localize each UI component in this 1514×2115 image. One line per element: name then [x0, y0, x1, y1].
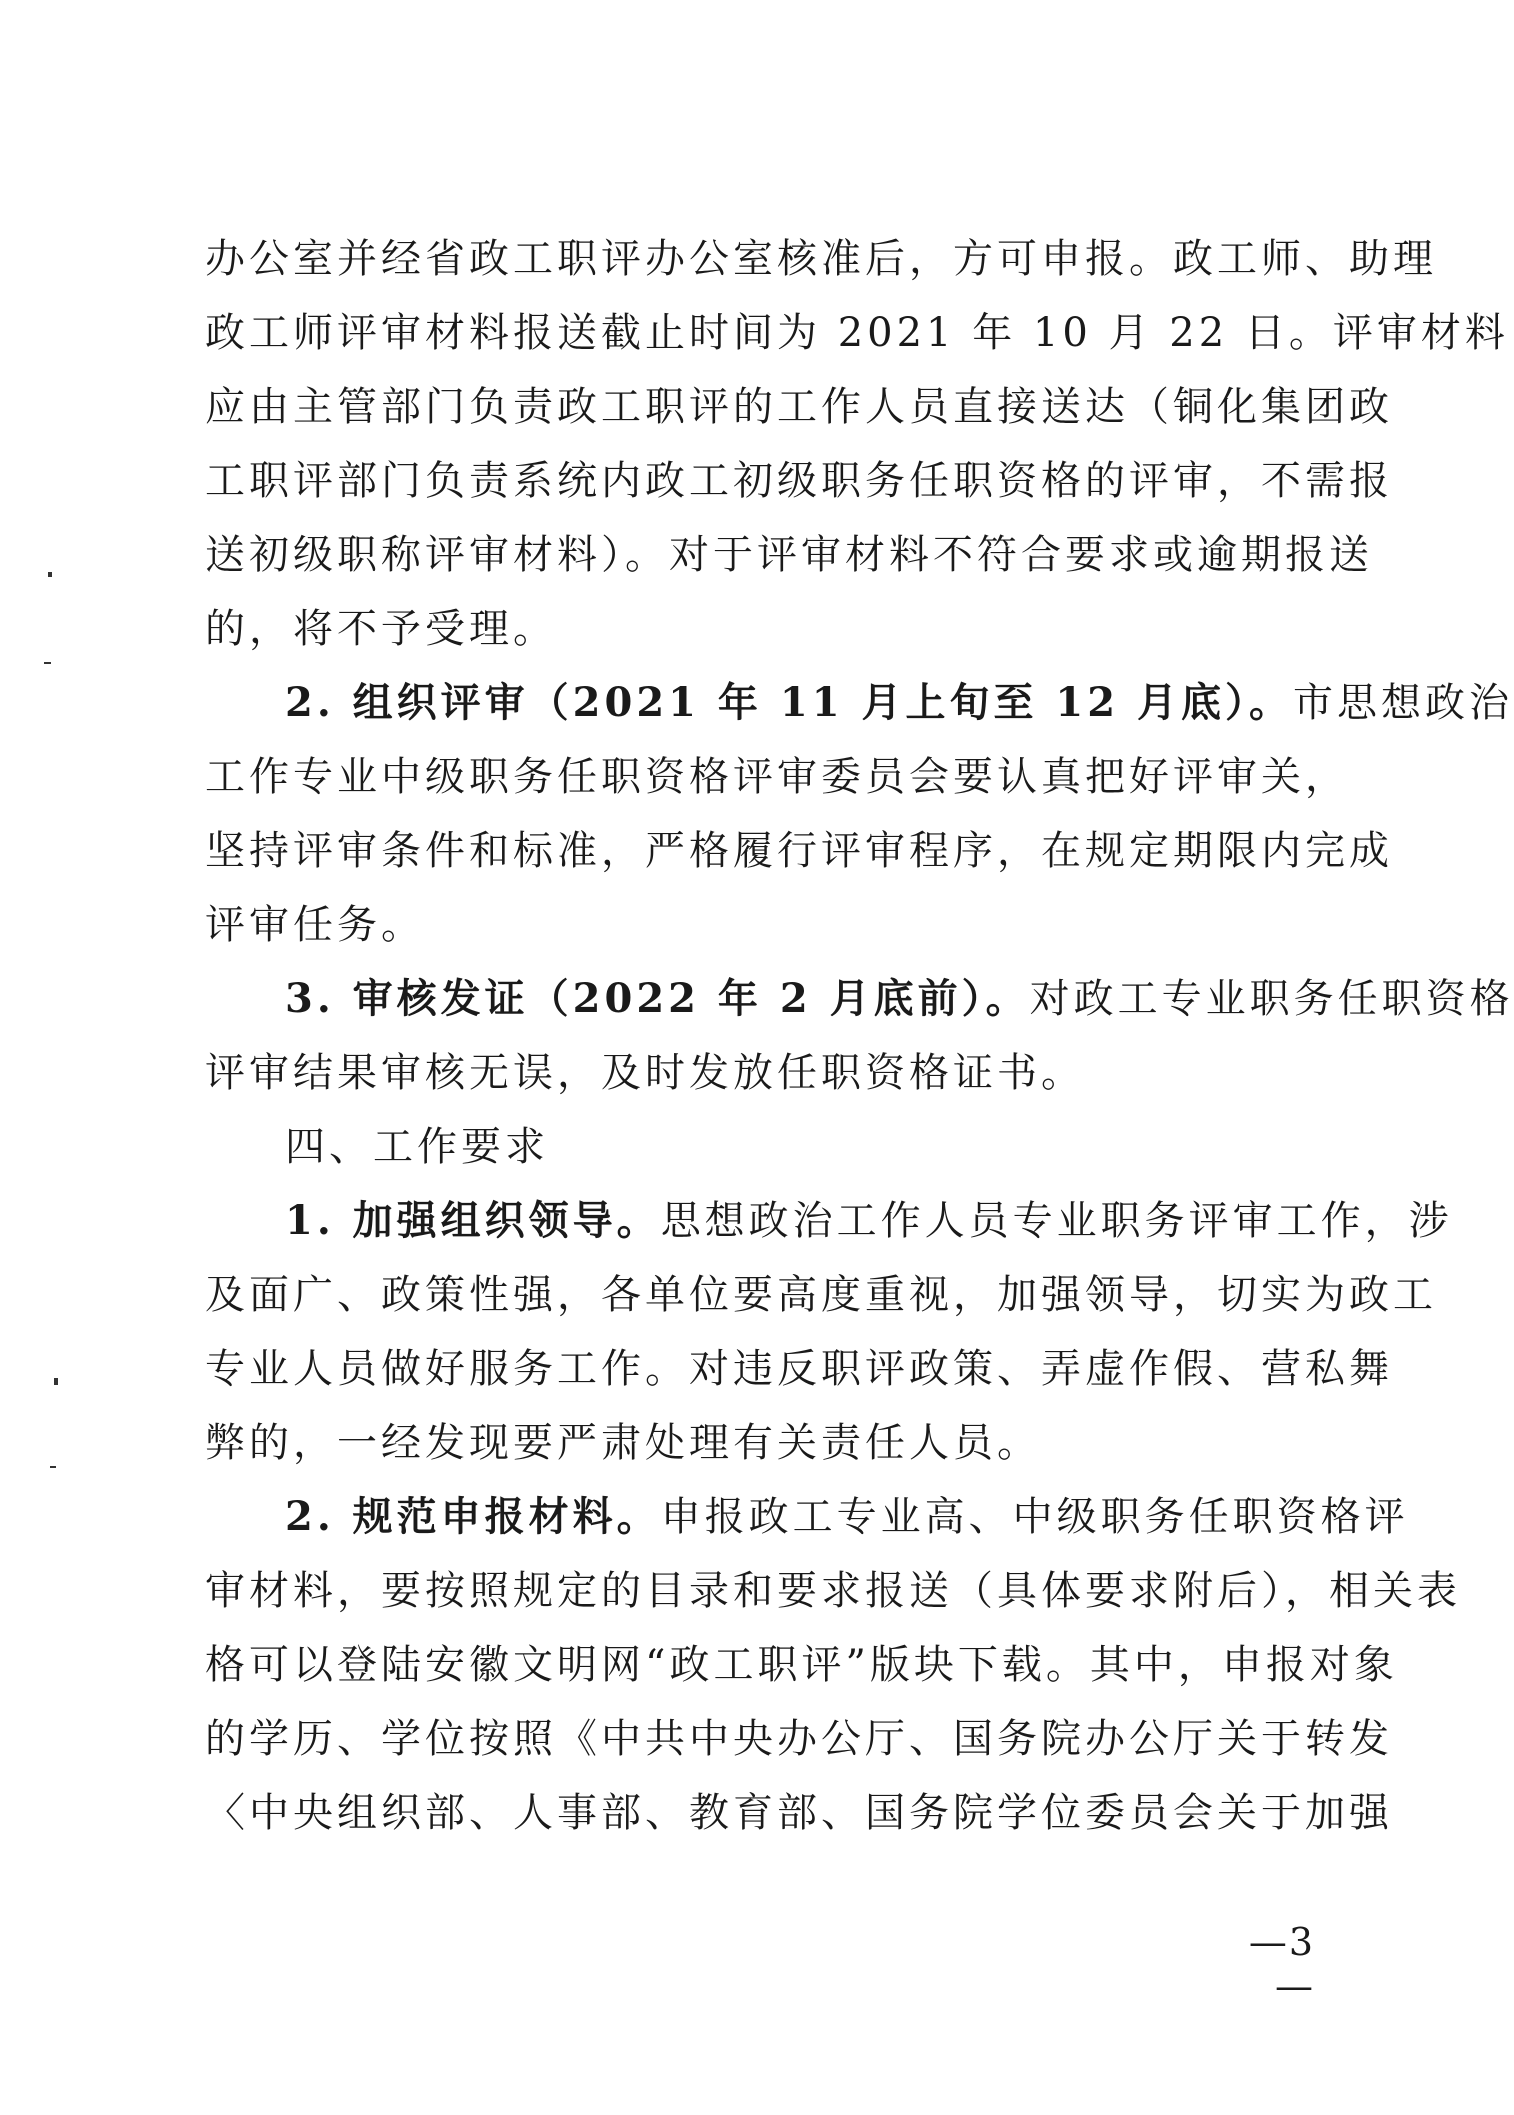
text-line: 评审任务。 [205, 902, 425, 948]
paragraph-heading: 3. 审核发证（2022 年 2 月底前）。 [285, 975, 1030, 1022]
text-line: 及面广、政策性强，各单位要高度重视，加强领导，切实为政工 [205, 1272, 1437, 1318]
text-line: 送初级职称评审材料）。对于评审材料不符合要求或逾期报送 [205, 532, 1373, 578]
page-number: —3— [1248, 1920, 1315, 2008]
paragraph-leadership [205, 1184, 1453, 1258]
text-line: 审材料，要按照规定的目录和要求报送（具体要求附后），相关表 [205, 1568, 1461, 1614]
paragraph-certification [205, 962, 1514, 1036]
text-line: 工职评部门负责系统内政工初级职务任职资格的评审，不需报 [205, 458, 1393, 504]
paragraph-text: 市思想政治 [1292, 680, 1513, 726]
text-line: 政工师评审材料报送截止时间为 2021 年 10 月 22 日。评审材料 [205, 310, 1509, 356]
text-line: 专业人员做好服务工作。对违反职评政策、弄虚作假、营私舞 [205, 1346, 1393, 1392]
paragraph-materials [205, 1480, 1409, 1554]
text-line: 的学历、学位按照《中共中央办公厅、国务院办公厅关于转发 [205, 1716, 1393, 1762]
paragraph-organize-review [205, 666, 1513, 740]
scan-speck [50, 1466, 56, 1468]
scan-speck [54, 1378, 58, 1385]
text-line: 评审结果审核无误，及时发放任职资格证书。 [205, 1050, 1085, 1096]
scan-speck [44, 662, 51, 664]
paragraph-text: 对政工专业职务任职资格 [1029, 976, 1514, 1022]
text-line: 的，将不予受理。 [205, 606, 557, 652]
paragraph-heading: 2. 规范申报材料。 [285, 1493, 661, 1540]
paragraph-text: 思想政治工作人员专业职务评审工作，涉 [660, 1198, 1453, 1244]
section-heading: 四、工作要求 [285, 1124, 549, 1170]
text-line: 〈中央组织部、人事部、教育部、国务院学位委员会关于加强 [205, 1790, 1393, 1836]
paragraph-heading: 1. 加强组织领导。 [285, 1197, 661, 1244]
scan-speck [48, 572, 52, 577]
text-line: 格可以登陆安徽文明网“政工职评”版块下载。其中，申报对象 [205, 1642, 1398, 1688]
text-line: 坚持评审条件和标准，严格履行评审程序，在规定期限内完成 [205, 828, 1393, 874]
text-line: 办公室并经省政工职评办公室核准后，方可申报。政工师、助理 [205, 236, 1437, 282]
paragraph-heading: 2. 组织评审（2021 年 11 月上旬至 12 月底）。 [285, 679, 1293, 726]
paragraph-text: 申报政工专业高、中级职务任职资格评 [660, 1494, 1409, 1540]
text-line: 弊的，一经发现要严肃处理有关责任人员。 [205, 1420, 1041, 1466]
text-line: 应由主管部门负责政工职评的工作人员直接送达（铜化集团政 [205, 384, 1393, 430]
text-line: 工作专业中级职务任职资格评审委员会要认真把好评审关， [205, 754, 1349, 800]
body-text [205, 222, 1514, 1850]
